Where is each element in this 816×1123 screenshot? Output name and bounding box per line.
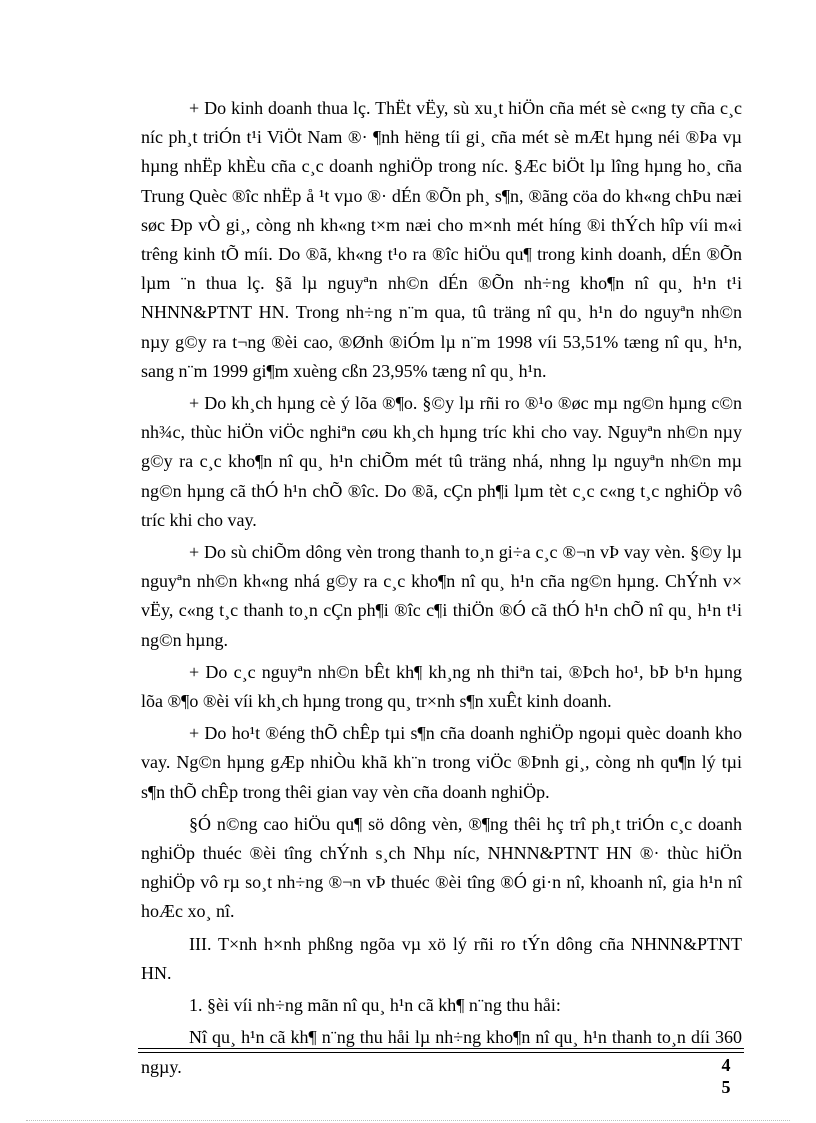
paragraph-business-loss: + Do kinh doanh thua lç. ThËt vËy, sù xu¸t hiÖn cña mét sè c«ng ty cña c¸c níc ph¸t triÓn t¹i ViÖt Nam ®· ¶nh hëng tíi gi¸ cña mét sè mÆt hµng néi ®Þa vµ hµng nhËp khÈu cña c¸c doanh nghiÖp trong níc. §Æc biÖt lµ lîng hµng ho¸ cña Trung Quèc ®îc nhËp å ¹t vµo ®· dÉn ®Õn ph¸ s¶n, ®ãng cöa do kh«ng chÞu næi søc Ðp vÒ gi¸, còng nh kh«ng t×m næi cho m×nh mét híng ®i thÝch hîp víi m«i trêng kinh tÕ míi. Do ®ã, kh«ng t¹o ra ®îc hiÖu qu¶ trong kinh doanh, dÉn ®Õn lµm ¨n thua lç. §ã lµ nguyªn nh©n dÉn ®Õn nh÷ng kho¶n nî qu¸ h¹n t¹i NHNN&PTNT HN. Trong nh÷ng n¨m qua, tû träng nî qu¸ h¹n do nguyªn nh©n nµy g©y ra t¬ng ®èi cao, ®Ønh ®iÓm lµ n¨m 1998 víi 53,51% tæng nî qu¸ h¹n, sang n¨m 1999 gi¶m xuèng cßn 23,95% tæng nî qu¸ h¹n.: [141, 98, 742, 381]
paragraph-collateral: + Do ho¹t ®éng thÕ chÊp tµi s¶n cña doanh nghiÖp ngoµi quèc doanh kho vay. Ng©n hµng gÆp nhiÒu khã kh¨n trong viÖc ®Þnh gi¸, còng nh qu¶n lý tµi s¶n thÕ chÊp trong thêi gian vay vèn cña doanh nghiÖp.: [141, 723, 742, 802]
footer-rule-thick: [138, 1048, 744, 1049]
document-body: [141, 94, 742, 1085]
subsection-heading-1: 1. §èi víi nh÷ng mãn nî qu¸ h¹n cã kh¶ n¨ng thu håi:: [189, 995, 561, 1016]
paragraph-capital-appropriation: + Do sù chiÕm dông vèn trong thanh to¸n gi÷a c¸c ®¬n vÞ vay vèn. §©y lµ nguyªn nh©n kh«ng nhá g©y ra c¸c kho¶n nî qu¸ h¹n cña ng©n hµng. ChÝnh v× vËy, c«ng t¸c thanh to¸n cÇn ph¶i ®îc c¶i thiÖn ®Ó cã thÓ h¹n chÕ nî qu¸ h¹n t¹i ng©n hµng.: [141, 542, 742, 650]
paragraph-recoverable-debt: Nî qu¸ h¹n cã kh¶ n¨ng thu håi lµ nh÷ng kho¶n nî qu¸ h¹n thanh to¸n díi 360 ngµy.: [141, 1027, 742, 1077]
page-number-line-1: 4: [721, 1055, 731, 1075]
page-bottom-border: [26, 1120, 790, 1121]
paragraph-customer-fraud: + Do kh¸ch hµng cè ý lõa ®¶o. §©y lµ rñi ro ®¹o ®øc mµ ng©n hµng c©n nh¾c, thùc hiÖn viÖc nghiªn cøu kh¸ch hµng tríc khi cho vay. Nguyªn nh©n nµy g©y ra c¸c kho¶n nî qu¸ h¹n chiÕm mét tû träng nhá, nhng lµ nguyªn nh©n mµ ng©n hµng cã thÓ h¹n chÕ ®îc. Do ®ã, cÇn ph¶i lµm tèt c¸c c«ng t¸c nghiÖp vô tríc khi cho vay.: [141, 393, 742, 530]
section-heading-iii: III. T×nh h×nh phßng ngõa vµ xö lý rñi ro tÝn dông cña NHNN&PTNT HN.: [141, 933, 742, 983]
footer-rule-thin: [138, 1052, 744, 1053]
page-number: [716, 1054, 736, 1098]
paragraph-efficiency: §Ó n©ng cao hiÖu qu¶ sö dông vèn, ®¶ng thêi hç trî ph¸t triÓn c¸c doanh nghiÖp thuéc ®èi tîng chÝnh s¸ch Nhµ níc, NHNN&PTNT HN ®· thùc hiÖn nghiÖp vô rµ so¸t nh÷ng ®¬n vÞ thuéc ®èi tîng ®Ó gi·n nî, khoanh nî, gia h¹n nî hoÆc xo¸ nî.: [141, 813, 742, 922]
page-number-line-2: 5: [721, 1077, 731, 1097]
paragraph-force-majeure: + Do c¸c nguyªn nh©n bÊt kh¶ kh¸ng nh thiªn tai, ®Þch ho¹, bÞ b¹n hµng lõa ®¶o ®èi víi kh¸ch hµng trong qu¸ tr×nh s¶n xuÊt kinh doanh.: [141, 661, 742, 712]
